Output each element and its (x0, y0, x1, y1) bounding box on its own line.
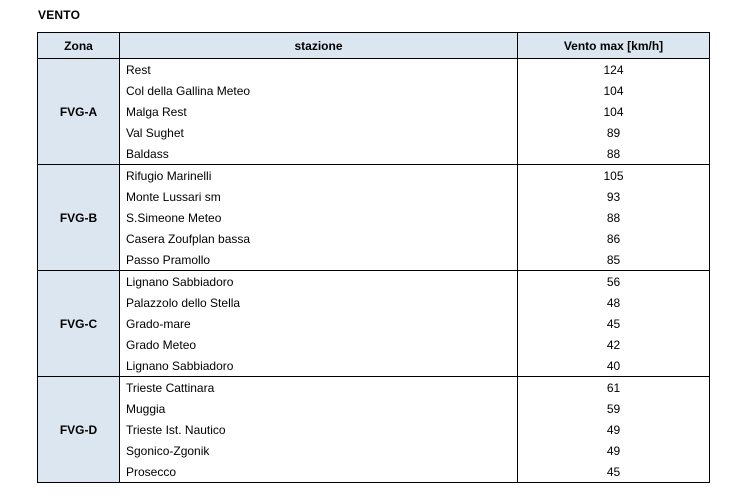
vento-cell: 89 (518, 122, 710, 143)
table-body (38, 59, 710, 483)
vento-cell: 45 (518, 461, 710, 483)
stazione-cell: Casera Zoufplan bassa (120, 228, 518, 249)
vento-cell: 56 (518, 271, 710, 293)
table-row (38, 271, 710, 293)
table-header-row (38, 33, 710, 59)
table-row (38, 80, 710, 101)
table-row (38, 228, 710, 249)
table-row (38, 313, 710, 334)
table-row (38, 377, 710, 399)
stazione-cell: Palazzolo dello Stella (120, 292, 518, 313)
column-header-stazione: stazione (120, 33, 518, 59)
column-header-vento: Vento max [km/h] (518, 33, 710, 59)
stazione-cell: Col della Gallina Meteo (120, 80, 518, 101)
table-row (38, 59, 710, 81)
stazione-cell: Trieste Ist. Nautico (120, 419, 518, 440)
vento-cell: 88 (518, 207, 710, 228)
table-row (38, 101, 710, 122)
table-row (38, 461, 710, 483)
stazione-cell: Malga Rest (120, 101, 518, 122)
vento-cell: 88 (518, 143, 710, 165)
vento-cell: 59 (518, 398, 710, 419)
table-row (38, 398, 710, 419)
stazione-cell: Monte Lussari sm (120, 186, 518, 207)
table-row (38, 292, 710, 313)
vento-cell: 93 (518, 186, 710, 207)
vento-cell: 124 (518, 59, 710, 81)
vento-cell: 105 (518, 165, 710, 187)
vento-cell: 40 (518, 355, 710, 377)
table-row (38, 207, 710, 228)
table-row (38, 419, 710, 440)
column-header-zona: Zona (38, 33, 120, 59)
stazione-cell: Rest (120, 59, 518, 81)
vento-cell: 42 (518, 334, 710, 355)
stazione-cell: Lignano Sabbiadoro (120, 355, 518, 377)
zona-cell: FVG-C (38, 271, 120, 377)
vento-cell: 49 (518, 440, 710, 461)
table-row (38, 355, 710, 377)
table-row (38, 165, 710, 187)
vento-cell: 104 (518, 80, 710, 101)
zona-cell: FVG-B (38, 165, 120, 271)
vento-cell: 45 (518, 313, 710, 334)
stazione-cell: Grado Meteo (120, 334, 518, 355)
page-title: VENTO (38, 8, 81, 22)
vento-cell: 49 (518, 419, 710, 440)
stazione-cell: Baldass (120, 143, 518, 165)
table-row (38, 186, 710, 207)
table-row (38, 249, 710, 271)
stazione-cell: Sgonico-Zgonik (120, 440, 518, 461)
stazione-cell: Trieste Cattinara (120, 377, 518, 399)
stazione-cell: Rifugio Marinelli (120, 165, 518, 187)
stazione-cell: Lignano Sabbiadoro (120, 271, 518, 293)
stazione-cell: Prosecco (120, 461, 518, 483)
vento-cell: 85 (518, 249, 710, 271)
table-row (38, 440, 710, 461)
vento-cell: 48 (518, 292, 710, 313)
vento-cell: 86 (518, 228, 710, 249)
vento-cell: 61 (518, 377, 710, 399)
stazione-cell: S.Simeone Meteo (120, 207, 518, 228)
wind-table (37, 32, 710, 483)
table-row (38, 122, 710, 143)
zona-cell: FVG-D (38, 377, 120, 483)
stazione-cell: Muggia (120, 398, 518, 419)
stazione-cell: Val Sughet (120, 122, 518, 143)
table-row (38, 334, 710, 355)
zona-cell: FVG-A (38, 59, 120, 165)
stazione-cell: Passo Pramollo (120, 249, 518, 271)
table-row (38, 143, 710, 165)
vento-cell: 104 (518, 101, 710, 122)
stazione-cell: Grado-mare (120, 313, 518, 334)
